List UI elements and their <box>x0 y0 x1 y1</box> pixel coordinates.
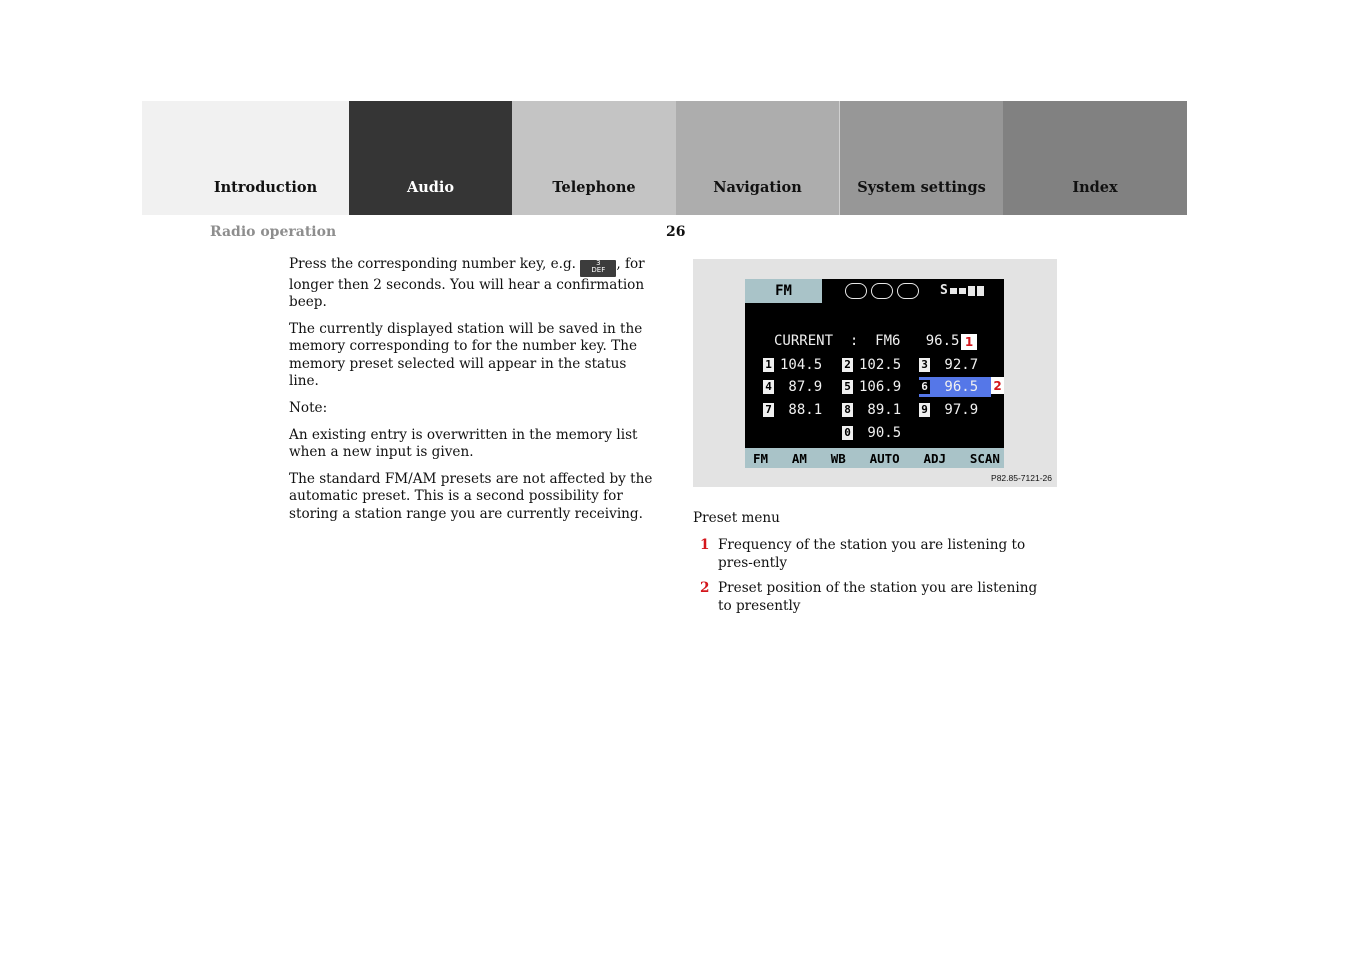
section-title: Radio operation <box>210 224 337 240</box>
save-paragraph: The currently displayed station will be saved in the memory corresponding to for the number key. The memory preset selected will appear in the status line. <box>289 320 643 390</box>
softkey-adj[interactable]: ADJ <box>923 450 947 466</box>
figure-legend <box>693 537 1053 623</box>
preset-2: 2 102.5 <box>842 355 914 375</box>
presets-paragraph: The standard FM/AM presets are not affected by the automatic preset. This is a second possibility for storing a station range you are currently receiving. <box>289 470 653 523</box>
figure-reference: P82.85-7121-26 <box>991 473 1052 483</box>
note-label: Note: <box>289 400 328 417</box>
current-station: CURRENT : FM6 96.5 <box>774 333 960 349</box>
nav-icon <box>871 283 893 299</box>
note-paragraph: An existing entry is overwritten in the memory list when a new input is given. <box>289 426 638 461</box>
softkey-scan[interactable]: SCAN <box>969 450 1000 466</box>
tab-navigation[interactable]: Navigation <box>676 101 839 215</box>
tab-index[interactable]: Index <box>1003 101 1187 215</box>
legend-item: 1 Frequency of the station you are listening to pres-ently <box>700 537 1026 571</box>
radio-display <box>745 279 1004 468</box>
softkey-wb[interactable]: WB <box>830 450 846 466</box>
tab-audio[interactable]: Audio <box>349 101 512 215</box>
softkey-bar <box>745 448 1004 468</box>
preset-8: 8 89.1 <box>842 400 914 420</box>
callout-1: 1 <box>961 334 977 350</box>
band-label: FM <box>745 279 822 303</box>
body-text <box>289 256 659 533</box>
preset-4: 4 87.9 <box>763 377 835 397</box>
preset-menu-figure <box>693 259 1057 487</box>
number-key-3-icon: 3 DEF <box>580 260 616 277</box>
tab-telephone[interactable]: Telephone <box>512 101 676 215</box>
figure-caption: Preset menu <box>693 510 780 526</box>
tab-system-settings[interactable]: System settings <box>839 101 1003 215</box>
status-icons <box>845 283 919 299</box>
preset-7: 7 88.1 <box>763 400 835 420</box>
preset-3: 3 92.7 <box>919 355 991 375</box>
preset-5: 5 106.9 <box>842 377 914 397</box>
softkey-fm[interactable]: FM <box>753 450 769 466</box>
page-number: 26 <box>666 224 686 240</box>
softkey-auto[interactable]: AUTO <box>869 450 900 466</box>
callout-2: 2 <box>991 377 1004 394</box>
preset-0: 0 90.5 <box>842 423 914 443</box>
preset-1: 1 104.5 <box>763 355 835 375</box>
instruction-paragraph: Press the corresponding number key, e.g. 3 DEF , for longer then 2 seconds. You will hear a confirmation beep. <box>289 256 645 311</box>
signal-strength-icon: S <box>940 283 984 298</box>
preset-6-selected: 6 96.5 <box>919 377 991 397</box>
legend-item: 2 Preset position of the station you are listening to presently <box>700 580 1038 614</box>
preset-9: 9 97.9 <box>919 400 991 420</box>
softkey-am[interactable]: AM <box>791 450 807 466</box>
tab-introduction[interactable]: Introduction <box>142 101 349 215</box>
chapter-tabs <box>142 101 1187 215</box>
cassette-icon <box>845 283 867 299</box>
cd-icon <box>897 283 919 299</box>
